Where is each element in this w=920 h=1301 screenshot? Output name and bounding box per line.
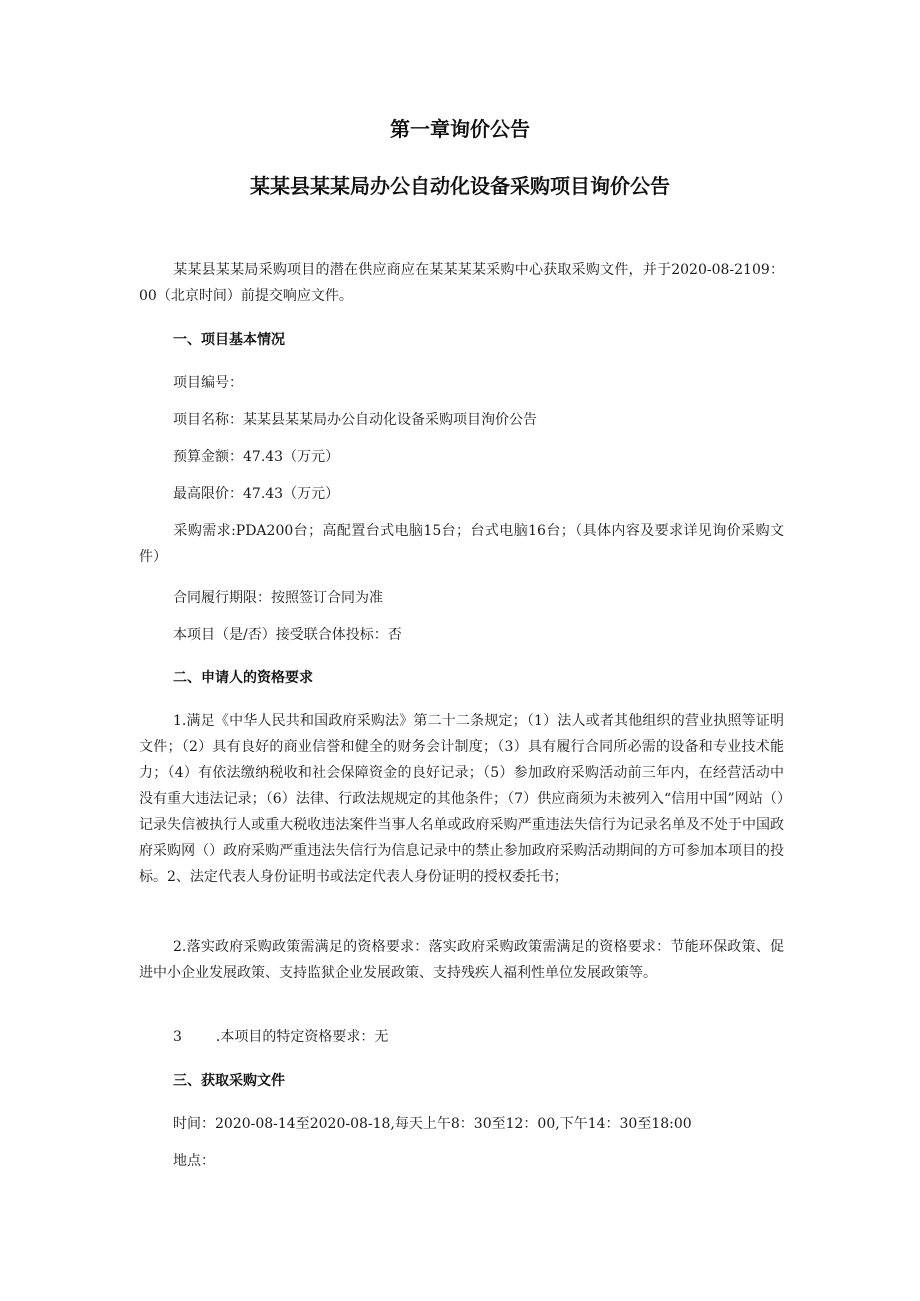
section2-heading: 二、申请人的资格要求 (173, 670, 313, 686)
qualification-item-2-text: 2.落实政府采购政策需满足的资格要求：落实政府采购政策需满足的资格要求：节能环保政策、促进中小企业发展政策、支持监狱企业发展政策、支持残疾人福利性单位发展政策等。 (139, 939, 784, 981)
project-number: 项目编号： (173, 375, 243, 391)
procurement-demand-text: 采购需求:PDA200台；高配置台式电脑15台；台式电脑16台；（具体内容及要求详见询价采购文件） (139, 523, 784, 565)
contract-period: 合同履行期限：按照签订合同为准 (173, 590, 383, 606)
qualification-item-2 (139, 934, 784, 986)
qualification-item-3 (173, 1027, 388, 1047)
section1-heading: 一、项目基本情况 (173, 332, 285, 348)
max-price: 最高限价：47.43（万元） (173, 486, 340, 502)
document-place: 地点： (173, 1153, 215, 1169)
project-name: 项目名称：某某县某某局办公自动化设备采购项目洵价公告 (173, 412, 537, 428)
consortium-bid: 本项目（是/否）接受联合体投标：否 (173, 627, 402, 643)
budget-amount: 预算金额：47.43（万元） (173, 449, 340, 465)
announcement-title: 某某县某某局办公自动化设备采购项目询价公告 (250, 174, 670, 198)
qualification-item-1 (139, 708, 784, 890)
qualification-item-1-text: 1.满足《中华人民共和国政府采购法》第二十二条规定；（1）法人或者其他组织的营业执照等证明文件；（2）具有良好的商业信誉和健全的财务会计制度；（3）具有履行合同所必需的设备和专业技术能力；（4）有依法缴纳税收和社会保障资金的良好记录；（5）参加政府采购活动前三年内，在经营活动中没有重大违法记录；（6）法律、行政法规规定的其他条件；（7）供应商须为未被列入“信用中国”网站（）记录失信被执行人或重大税收违法案件当事人名单或政府采购严重违法失信行为记录名单及不处于中国政府采购网（）政府采购严重违法失信行为信息记录中的禁止参加政府采购活动期间的方可参加本项目的投标。2、法定代表人身份证明书或法定代表人身份证明的授权委托书； (139, 713, 784, 885)
qualification-item-3-text: .本项目的特定资格要求：无 (215, 1029, 389, 1045)
qualification-item-3-number: 3 (173, 1029, 182, 1045)
document-time: 时间：2020-08-14至2020-08-18,每天上午8：30至12：00,下午14：30至18:00 (173, 1116, 692, 1132)
intro-paragraph (139, 257, 784, 309)
chapter-title: 第一章询价公告 (390, 117, 530, 141)
intro-text: 某某县某某局采购项目的潜在供应商应在某某某某采购中心获取采购文件，并于2020-08-2109：00（北京时间）前提交响应文件。 (139, 262, 784, 304)
procurement-demand (139, 518, 784, 570)
section3-heading: 三、获取采购文件 (173, 1073, 285, 1089)
